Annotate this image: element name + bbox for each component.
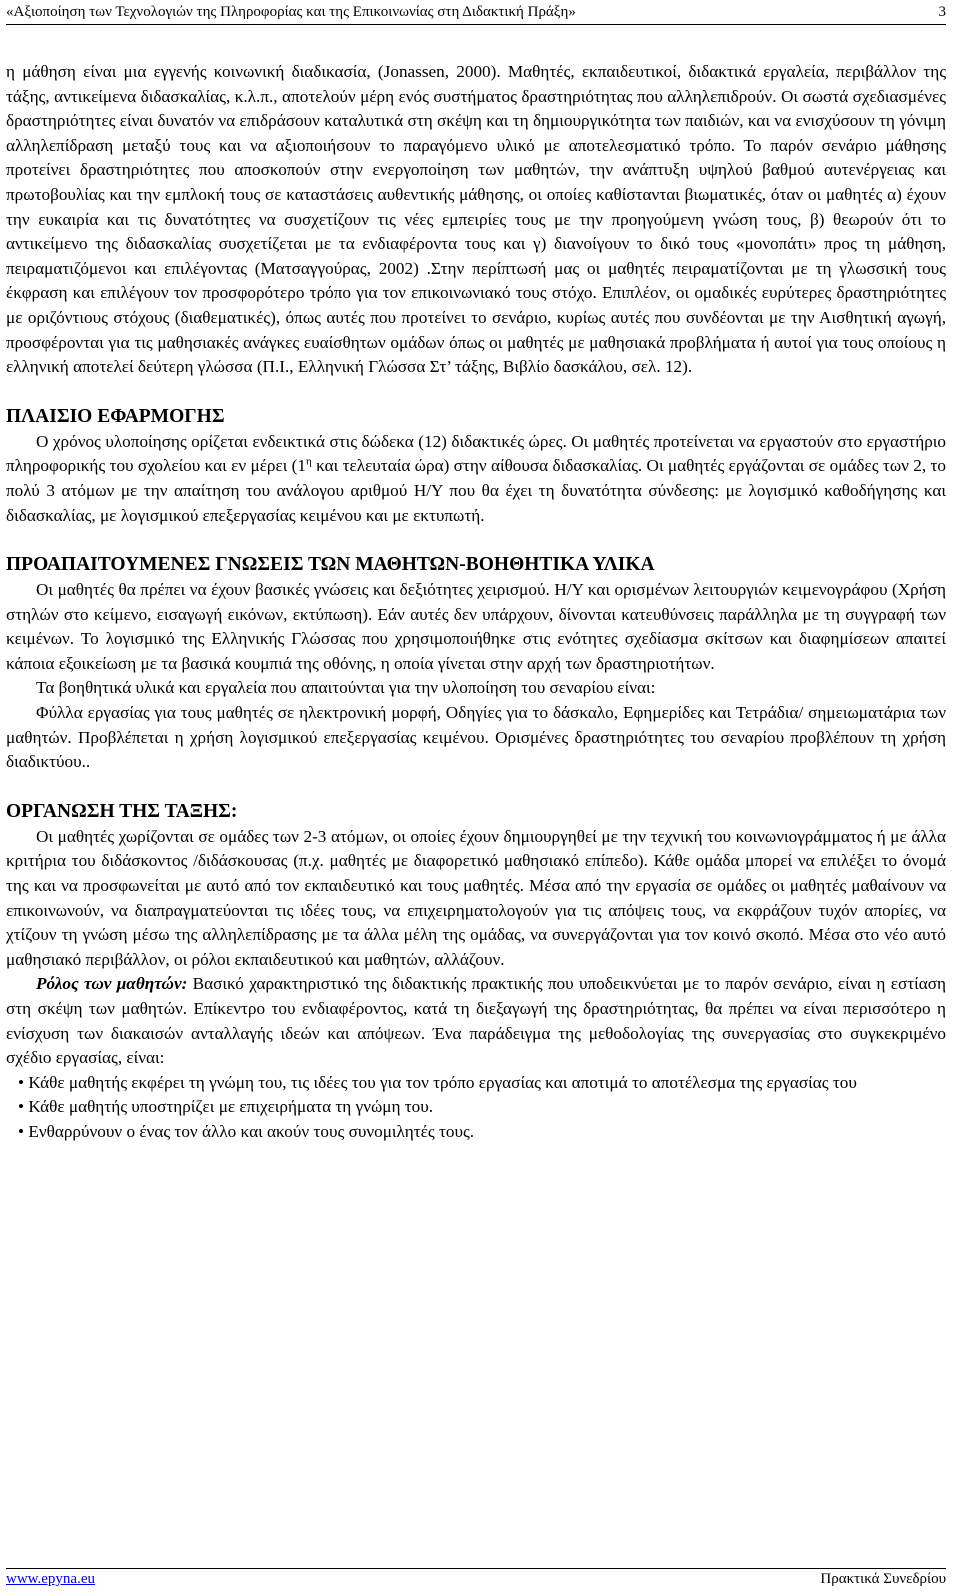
plaisio-text-part1: Ο χρόνος υλοποίησης ορίζεται ενδεικτικά στις δώδεκα (12) διδακτικές ώρες. Οι μαθητές προτείνεται να εργαστούν στο εργαστήριο πληροφορικής του σχολείου και εν μέρει (1 (6, 431, 946, 476)
footer-proceedings-label: Πρακτικά Συνεδρίου (820, 1571, 946, 1587)
bullet-item (6, 1120, 946, 1145)
role-text: Βασικό χαρακτηριστικό της διδακτικής πρακτικής που υποδεικνύεται με το παρόν σενάριο, είναι η εστίαση στη σκέψη των μαθητών. Επίκεντρο του ενδιαφέροντος, κατά τη διεξαγωγή της δραστηριότητας, θα πρέπει να είναι περισσότερο η ενίσχυση των διακαισών ανταλλαγής ιδεών και απόψεων. Ένα παράδειγμα της μεθοδολογίας της συνεργασίας στο συγκεκριμένο σχέδιο εργασίας, είναι: (6, 974, 946, 1068)
section-plaisio-text (6, 430, 946, 528)
bullet-symbol: • (18, 1097, 25, 1117)
prerequisites-paragraph-3: Φύλλα εργασίας για τους μαθητές σε ηλεκτρονική μορφή, Οδηγίες για το δάσκαλο, Εφημερίδες και Τετράδια/ σημειωματάρια των μαθητών. Προβλέπεται η χρήση λογισμικού επεξεργασίας κειμένου. Ορισμένες δραστηριότητες του σεναρίου προβλέπουν τη χρήση διαδικτύου.. (6, 703, 946, 772)
organization-paragraph-1: Οι μαθητές χωρίζονται σε ομάδες των 2-3 ατόμων, οι οποίες έχουν δημιουργηθεί με την τεχνική του κοινωνιογράμματος ή με άλλα κριτήρια του διδάσκοντος /διδάσκουσας (π.χ. μαθητές με διαφορετικό μαθησιακό επίπεδο). Κάθε ομάδα μπορεί να επιλέξει το όνομά της και να προσφωνείται με αυτό από τον εκπαιδευτικό και τους μαθητές. Μέσα από την εργασία σε ομάδες οι μαθητές μαθαίνουν να επικοινωνούν, να διαπραγματεύονται τις ιδέες τους, να επιχειρηματολογούν για τις απόψεις τους, να εκφράζουν τυχόν απορίες, να χτίζουν τη γνώση μέσω της αλληλεπίδρασης με τα άλλα μέλη της ομάδας, να συνεργάζονται για τον κοινό σκοπό. Μέσα στο νέο αυτό μαθησιακό περιβάλλον, οι ρόλοι εκπαιδευτικού και μαθητών, αλλάζουν. (6, 826, 946, 969)
bullet-item (6, 1071, 946, 1096)
plaisio-text-part2: και τελευταία ώρα) στην αίθουσα διδασκαλίας. Οι μαθητές εργάζονται σε ομάδες των 2, το πολύ 3 ατόμων με την απαίτηση του ανάλογου αριθμού Η/Υ που θα έχει τη δυνατότητα σύνδεσης: με λογισμικό καθοδήγησης και διδασκαλίας, με λογισμικού επεξεργασίας κειμένου και με εκτυπωτή. (6, 456, 946, 525)
prerequisites-paragraph-1: Οι μαθητές θα πρέπει να έχουν βασικές γνώσεις και δεξιότητες χειρισμού. Η/Υ και ορισμένων λειτουργιών κειμενογράφου (Χρήση στηλών στο κείμενο, εισαγωγή εικόνων, εκτύπωση). Εάν αυτές δεν υπάρχουν, δίνονται κατευθύνσεις παράλληλα με τη συγγραφή των κειμένων. Το λογισμικό της Ελληνικής Γλώσσας που χρησιμοποιήθηκε στις ενότητες σχεδίασμα σκίτσων και διαφημίσεων απαιτεί κάποια εξοικείωση με τα βασικά κουμπιά της οθόνης, η οποία γίνεται στην αρχή των δραστηριοτήτων. (6, 580, 946, 673)
page-content (6, 60, 946, 1145)
page-header (6, 2, 946, 25)
prerequisites-paragraph-2: Τα βοηθητικά υλικά και εργαλεία που απαιτούνται για την υλοποίηση του σεναρίου είναι: (36, 678, 656, 698)
bullet-item (6, 1095, 946, 1120)
bullet-symbol: • (18, 1072, 25, 1092)
header-title: «Αξιοποίηση των Τεχνολογιών της Πληροφορίας και της Επικοινωνίας στη Διδακτική Πράξη» (6, 4, 576, 20)
role-label: Ρόλος των μαθητών: (36, 974, 188, 994)
superscript-ordinal: η (306, 455, 312, 468)
bullet-text: Κάθε μαθητής υποστηρίζει με επιχειρήματα τη γνώμη του. (28, 1097, 434, 1117)
bullet-text: Ενθαρρύνουν ο ένας τον άλλο και ακούν τους συνομιλητές τους. (28, 1121, 475, 1141)
footer-website-link[interactable]: www.epyna.eu (6, 1571, 95, 1587)
bullet-symbol: • (18, 1121, 25, 1141)
role-paragraph (6, 972, 946, 1070)
bullet-text: Κάθε μαθητής εκφέρει τη γνώμη του, τις ιδέες του για τον τρόπο εργασίας και αποτιμά το αποτέλεσμα της εργασίας του (28, 1072, 857, 1092)
section-heading-organization: ΟΡΓΑΝΩΣΗ ΤΗΣ ΤΑΞΗΣ: (6, 800, 238, 822)
page-footer (6, 1568, 946, 1591)
page-number: 3 (938, 4, 946, 20)
section-heading-plaisio: ΠΛΑΙΣΙΟ ΕΦΑΡΜΟΓΗΣ (6, 405, 225, 427)
section-heading-prerequisites: ΠΡΟΑΠΑΙΤΟΥΜΕΝΕΣ ΓΝΩΣΕΙΣ ΤΩΝ ΜΑΘΗΤΩΝ-ΒΟΗΘΗΤΙΚΑ ΥΛΙΚΑ (6, 554, 655, 576)
intro-paragraph: η μάθηση είναι μια εγγενής κοινωνική διαδικασία, (Jonassen, 2000). Μαθητές, εκπαιδευτικοί, διδακτικά εργαλεία, περιβάλλον της τάξης, αντικείμενα διδασκαλίας, κ.λ.π., αποτελούν μέρη ενός συστήματος δραστηριότητας που αλληλεπιδρούν. Οι σωστά σχεδιασμένες δραστηριότητες είναι δυνατόν να επιδράσουν καταλυτικά στη σκέψη και τη δημιουργικότητα των παιδιών, και να ενισχύσουν τη γόνιμη αλληλεπίδραση μεταξύ τους και να αξιοποιήσουν το παραγόμενο υλικό με αποτελεσματικό τρόπο. Το παρόν σενάριο μάθησης προτείνει δραστηριότητες που αποσκοπούν στην ενεργοποίηση των μαθητών, την ανάπτυξη υψηλού βαθμού αυτενέργειας και πρωτοβουλίας και την εμπλοκή τους σε καταστάσεις αυθεντικής μάθησης, οι οποίες καθίστανται βιωματικές, όταν οι μαθητές α) έχουν την ευκαιρία και τις δυνατότητες να συσχετίζουν τις νέες εμπειρίες τους με την προηγούμενη γνώση τους, β) θεωρούν ότι το αντικείμενο της διδασκαλίας συσχετίζεται με τα ενδιαφέροντα τους και γ) διανοίγουν το δικό τους «μονοπάτι» προς τη μάθηση, πειραματιζόμενοι και επιλέγοντας (Ματσαγγούρας, 2002) .Στην περίπτωσή μας οι μαθητές πειραματίζονται με τη γλωσσική τους έκφραση και επιλέγουν τον προσφορότερο τρόπο για τον επικοινωνιακό τους στόχο. Επιπλέον, οι ομαδικές ευρύτερες δραστηριότητες με οριζόντιους στόχους (διαθεματικές), όπως αυτές που προτείνει το σενάριο, κυρίως αυτές που συνδέονται με την Αισθητική αγωγή, προσφέρονται για τις μαθησιακές ανάγκες ευαίσθητων ομάδων όπως οι μαθητές με μαθησιακά προβλήματα ή αυτοί για τους οποίους η ελληνική αποτελεί δεύτερη γλώσσα (Π.Ι., Ελληνική Γλώσσα Στ’ τάξης, Βιβλίο δασκάλου, σελ. 12). (6, 62, 946, 377)
